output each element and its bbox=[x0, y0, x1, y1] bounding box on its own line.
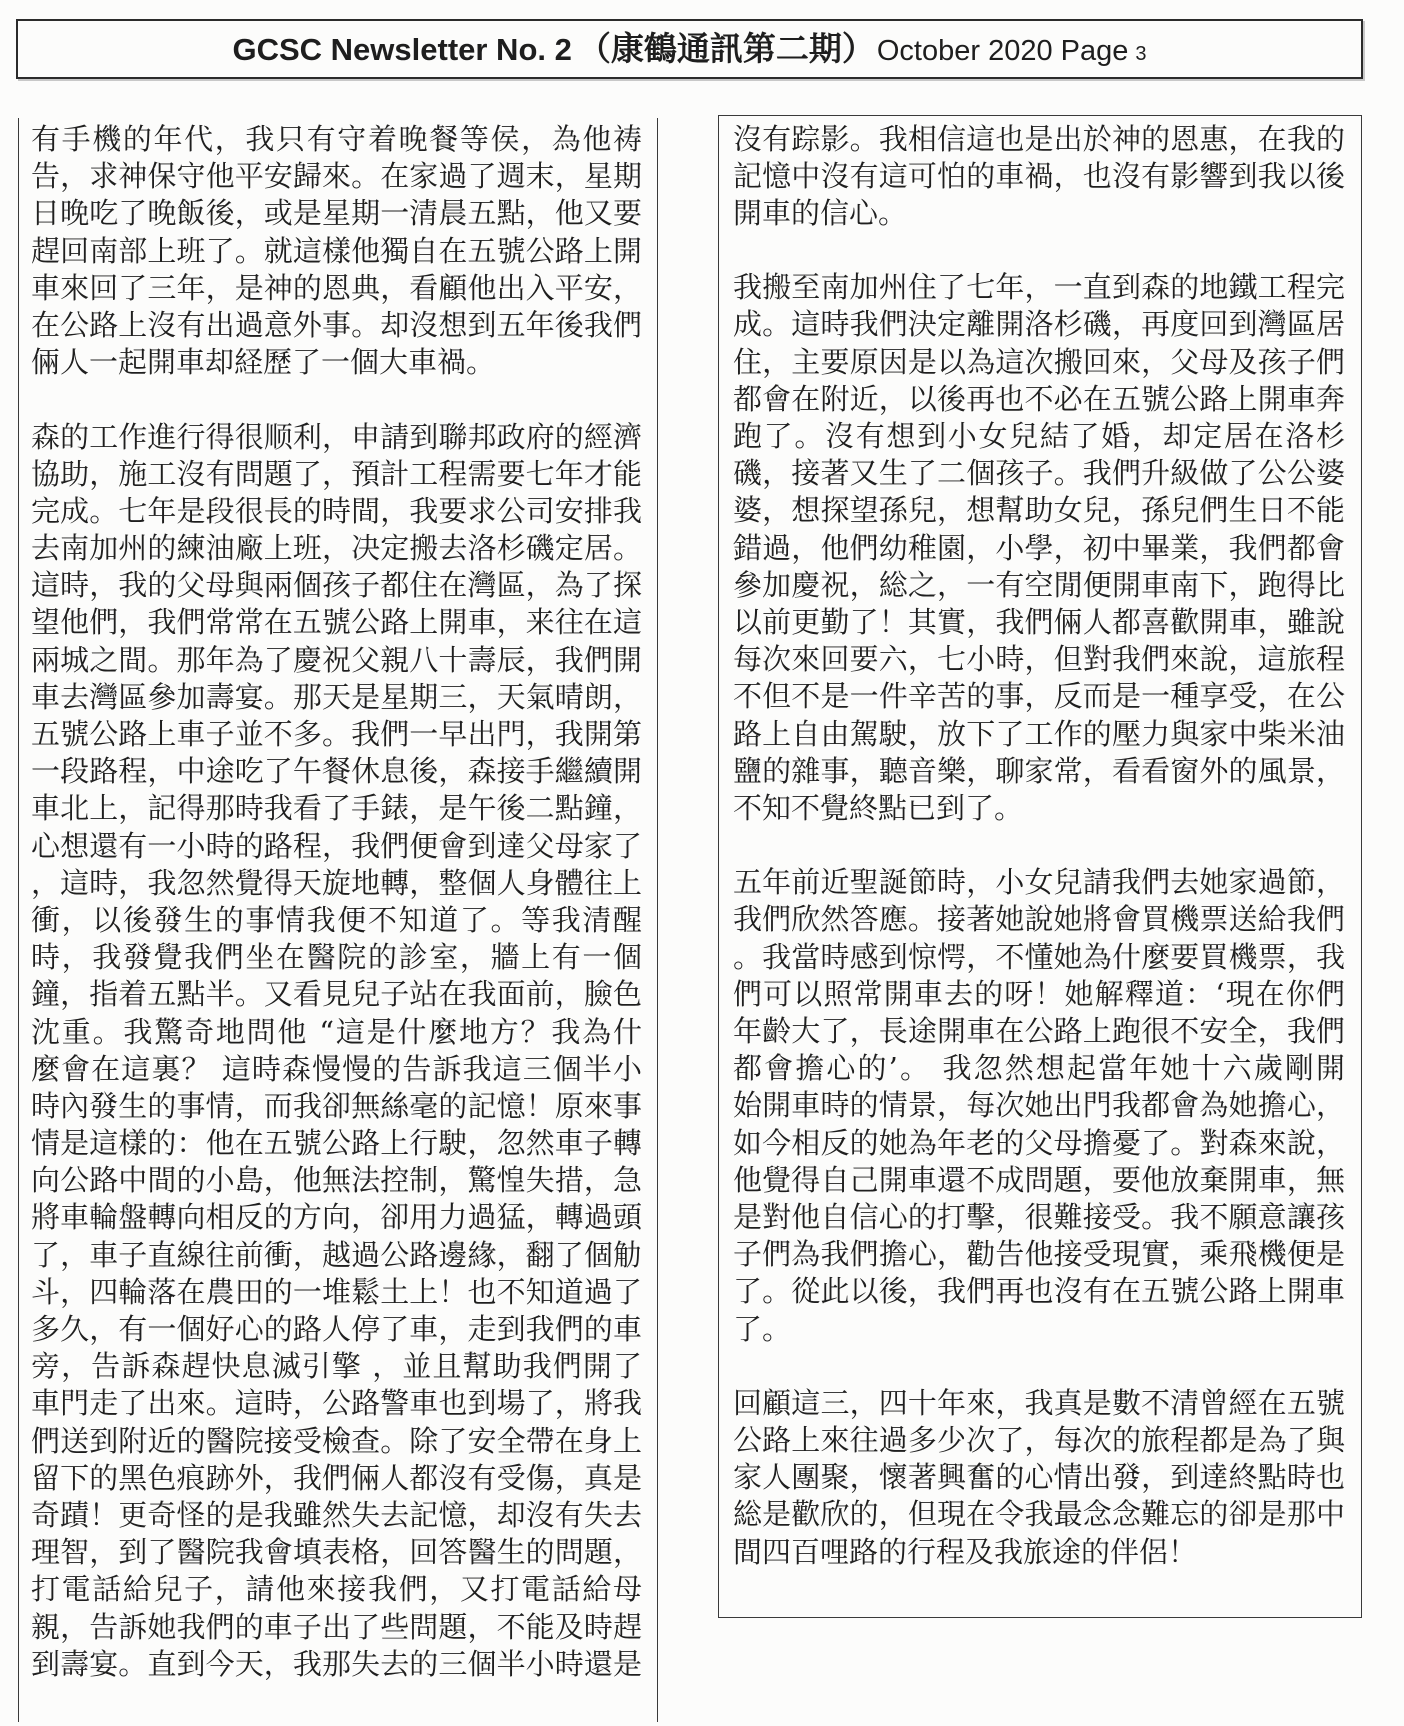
text-line: 総是歡欣的，但現在令我最念念難忘的卻是那中 bbox=[733, 1497, 1345, 1532]
text-line: 他覺得自己開車還不成問題，要他放棄開車，無 bbox=[733, 1162, 1345, 1197]
text-line: 到壽宴。直到今天，我那失去的三個半小時還是 bbox=[31, 1646, 642, 1681]
text-line: 了，車子直線往前衝，越過公路邊緣，翻了個觔 bbox=[31, 1237, 642, 1272]
text-line: 每次來回要六，七小時，但對我們來說，這旅程 bbox=[733, 642, 1345, 677]
text-line: 情是這樣的：他在五號公路上行駛，忽然車子轉 bbox=[31, 1126, 642, 1161]
text-line: 望他們，我們常常在五號公路上開車，来往在這 bbox=[31, 605, 642, 640]
text-line: 回顧這三，四十年來，我真是數不清曾經在五號 bbox=[733, 1385, 1345, 1420]
text-line: 車去灣區參加壽宴。那天是星期三，天氣晴朗， bbox=[31, 679, 642, 714]
newsletter-header bbox=[16, 19, 1363, 79]
text-line: 家人團聚，懷著興奮的心情出發，到達終點時也 bbox=[733, 1460, 1345, 1495]
text-line: 我搬至南加州住了七年，一直到森的地鐵工程完 bbox=[733, 270, 1345, 305]
text-line: 。我當時感到惊愕，不懂她為什麼要買機票，我 bbox=[733, 939, 1345, 974]
text-line: 斗，四輪落在農田的一堆鬆土上！也不知道過了 bbox=[31, 1274, 642, 1309]
text-line: 婆，想探望孫兒，想幫助女兒，孫兒們生日不能 bbox=[733, 493, 1345, 528]
text-line: 留下的黑色痕跡外，我們倆人都沒有受傷，真是 bbox=[31, 1460, 642, 1495]
text-line: 兩城之間。那年為了慶祝父親八十壽辰，我們開 bbox=[31, 642, 642, 677]
text-line: 奇蹟！更奇怪的是我雖然失去記憶，却沒有失去 bbox=[31, 1497, 642, 1532]
paragraph bbox=[733, 121, 1345, 233]
text-line: 公路上來往過多少次了，每次的旅程都是為了與 bbox=[733, 1423, 1345, 1458]
text-line: 開車的信心。 bbox=[733, 195, 908, 230]
text-line: 我們欣然答應。接著她說她將會買機票送給我們 bbox=[733, 902, 1345, 937]
text-line: 年齡大了，長途開車在公路上跑很不安全，我們 bbox=[733, 1014, 1345, 1048]
text-line: 日晚吃了晚飯後，或是星期一清晨五點，他又要 bbox=[31, 196, 642, 231]
text-line: 以前更勤了！其實，我們倆人都喜歡開車，雖說 bbox=[733, 604, 1345, 639]
text-line: 親，告訴她我們的車子出了些問題，不能及時趕 bbox=[31, 1609, 642, 1644]
paragraph bbox=[31, 419, 642, 1683]
text-line: 磯，接著又生了二個孩子。我們升級做了公公婆 bbox=[733, 456, 1345, 491]
text-line: 參加慶祝，総之，一有空閒便開車南下，跑得比 bbox=[733, 567, 1345, 602]
newsletter-title: GCSC Newsletter No. 2 bbox=[232, 32, 572, 67]
text-line: 有手機的年代，我只有守着晚餐等侯，為他祷 bbox=[31, 122, 642, 156]
paragraph bbox=[31, 121, 642, 381]
text-line: 是對他自信心的打擊，很難接受。我不願意讓孩 bbox=[733, 1199, 1345, 1234]
text-line: 不但不是一件辛苦的事，反而是一種享受，在公 bbox=[733, 679, 1345, 714]
text-line: 了。 bbox=[733, 1311, 792, 1346]
text-line: 五年前近聖誕節時，小女兒請我們去她家過節， bbox=[733, 865, 1345, 900]
text-line: 多久，有一個好心的路人停了車，走到我們的車 bbox=[31, 1312, 642, 1346]
text-line: 鹽的雜事，聽音樂，聊家常，看看窗外的風景， bbox=[733, 753, 1345, 788]
text-line: 去南加州的練油廠上班，决定搬去洛杉磯定居。 bbox=[31, 531, 642, 566]
text-line: 間四百哩路的行程及我旅途的伴侶！ bbox=[733, 1534, 1198, 1569]
text-line: 不知不覺終點已到了。 bbox=[733, 790, 1024, 825]
text-line: 向公路中間的小島，他無法控制，驚惶失措，急 bbox=[31, 1163, 642, 1198]
text-line: 住，主要原因是以為這次搬回來，父母及孩子們 bbox=[733, 344, 1345, 379]
text-line: 協助，施工沒有問題了，預計工程需要七年才能 bbox=[31, 456, 642, 491]
text-line: 倆人一起開車却経歷了一個大車禍。 bbox=[31, 345, 496, 380]
text-line: 成。這時我們決定離開洛杉磯，再度回到灣區居 bbox=[733, 307, 1345, 342]
text-line: 跑了。沒有想到小女兒結了婚，却定居在洛杉 bbox=[733, 419, 1345, 453]
issue-date-page-label: October 2020 Page bbox=[876, 35, 1129, 67]
text-line: 打電話給兒子，請他來接我們，又打電話給母 bbox=[31, 1572, 642, 1607]
right-column-box bbox=[718, 115, 1362, 1618]
text-line: 時內發生的事情，而我卻無絲毫的記憶！原來事 bbox=[31, 1088, 642, 1123]
text-line: 理智，到了醫院我會填表格，回答醫生的問題， bbox=[31, 1535, 642, 1570]
text-line: 路上自由駕駛，放下了工作的壓力與家中柴米油 bbox=[733, 716, 1345, 751]
text-line: 沒有踪影。我相信這也是出於神的恩惠，在我的 bbox=[733, 121, 1345, 156]
text-line: 告，求神保守他平安歸來。在家過了週末，星期 bbox=[31, 159, 642, 194]
text-line: 如今相反的她為年老的父母擔憂了。對森來說， bbox=[733, 1125, 1345, 1160]
paragraph bbox=[733, 864, 1345, 1347]
text-line: 記憶中沒有這可怕的車禍，也沒有影響到我以後 bbox=[733, 158, 1345, 193]
text-line: 完成。七年是段很長的時間，我要求公司安排我 bbox=[31, 493, 642, 528]
text-line: 都會在附近，以後再也不必在五號公路上開車奔 bbox=[733, 381, 1345, 416]
right-column-text bbox=[733, 121, 1345, 1571]
text-line: 時，我發覺我們坐在醫院的診室，牆上有一個 bbox=[31, 940, 642, 975]
text-line: ，這時，我忽然覺得天旋地轉，整個人身體往上 bbox=[31, 865, 642, 900]
text-line: 麼會在這裏？ 這時森慢慢的告訴我這三個半小 bbox=[31, 1051, 642, 1086]
text-line: 鐘，指着五點半。又看見兒子站在我面前，臉色 bbox=[31, 977, 642, 1012]
text-line: 一段路程，中途吃了午餐休息後，森接手繼續開 bbox=[31, 754, 642, 789]
text-line: 五號公路上車子並不多。我們一早出門，我開第 bbox=[31, 717, 642, 751]
paragraph bbox=[733, 269, 1345, 827]
text-line: 趕回南部上班了。就這樣他獨自在五號公路上開 bbox=[31, 233, 642, 268]
text-line: 心想還有一小時的路程，我們便會到達父母家了 bbox=[31, 828, 642, 863]
left-column bbox=[18, 118, 658, 1722]
text-line: 們可以照常開車去的呀！她解釋道：‘現在你們 bbox=[733, 976, 1345, 1011]
text-line: 們送到附近的醫院接受檢查。除了安全帶在身上 bbox=[31, 1423, 642, 1458]
text-line: 都會擔心的’。 我忽然想起當年她十六歲剛開 bbox=[733, 1051, 1345, 1086]
text-line: 子們為我們擔心，勸告他接受現實，乘飛機便是 bbox=[733, 1237, 1345, 1272]
paragraph bbox=[733, 1385, 1345, 1571]
newsletter-title-chinese: （康鶴通訊第二期） bbox=[577, 29, 875, 68]
text-line: 在公路上沒有出過意外事。却沒想到五年後我們 bbox=[31, 307, 642, 342]
left-column-text bbox=[31, 121, 642, 1683]
text-line: 旁，告訴森趕快息滅引擎 ，並且幫助我們開了 bbox=[31, 1349, 642, 1384]
text-line: 這時，我的父母與兩個孩子都住在灣區，為了探 bbox=[31, 568, 642, 603]
text-line: 車來回了三年，是神的恩典，看顧他出入平安， bbox=[31, 270, 642, 305]
text-line: 車北上，記得那時我看了手錶，是午後二點鐘， bbox=[31, 791, 642, 826]
text-line: 將車輪盤轉向相反的方向，卻用力過猛，轉過頭 bbox=[31, 1200, 642, 1235]
text-line: 森的工作進行得很顺利，申請到聯邦政府的經濟 bbox=[31, 419, 642, 454]
text-line: 衝，以後發生的事情我便不知道了。等我清醒 bbox=[31, 902, 642, 937]
page-number: 3 bbox=[1135, 43, 1147, 65]
text-line: 沈重。我驚奇地問他 “這是什麼地方？我為什 bbox=[31, 1014, 642, 1049]
text-line: 車門走了出來。這時，公路警車也到場了，將我 bbox=[31, 1386, 642, 1421]
text-line: 始開車時的情景，每次她出門我都會為她擔心， bbox=[733, 1088, 1345, 1123]
text-line: 錯過，他們幼稚園，小學，初中畢業，我們都會 bbox=[733, 530, 1345, 565]
text-line: 了。從此以後，我們再也沒有在五號公路上開車 bbox=[733, 1274, 1345, 1309]
